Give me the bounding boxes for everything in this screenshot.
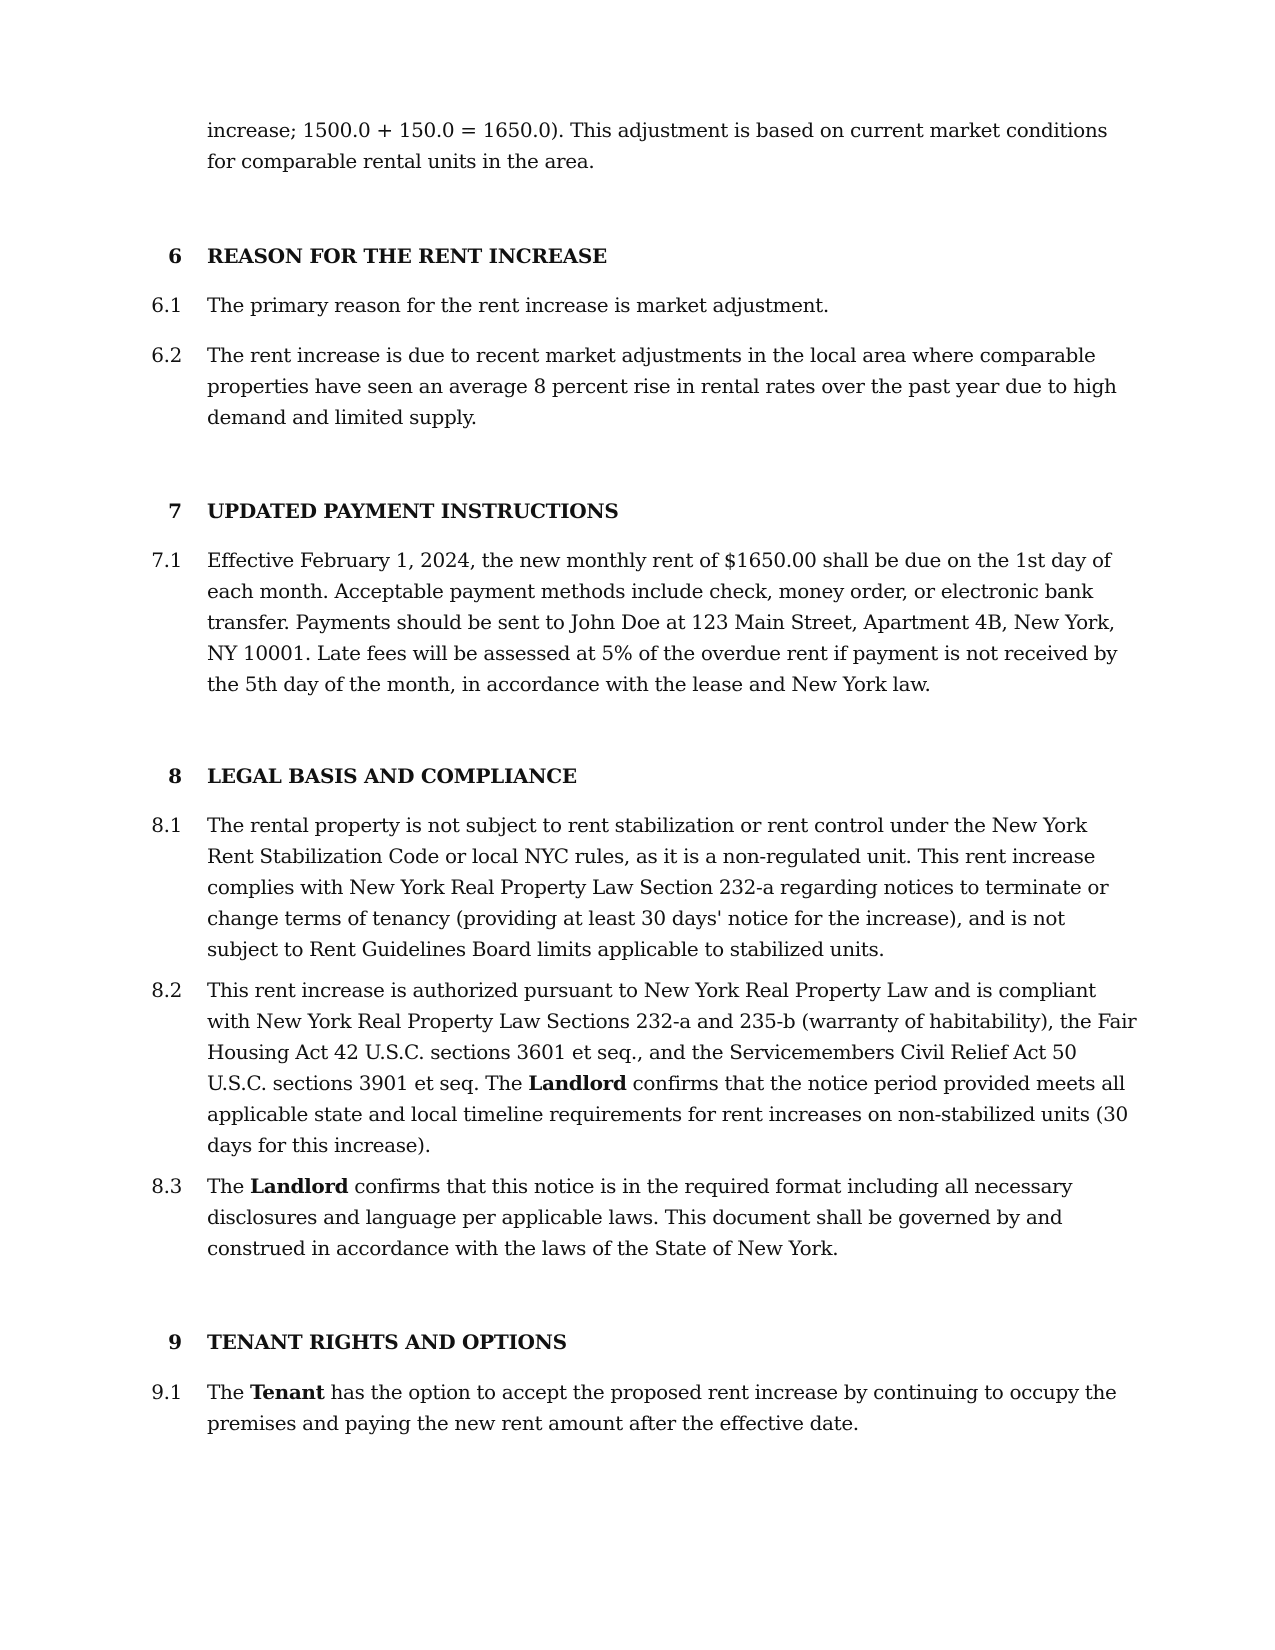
section-number: 8 [168, 764, 182, 788]
clause-number: 8.2 [151, 978, 182, 1002]
clause-text [207, 1171, 1137, 1264]
defined-term: Landlord [250, 1174, 349, 1198]
section-number: 9 [168, 1330, 182, 1354]
clause-text: Effective February 1, 2024, the new monthly rent of $1650.00 shall be due on the 1st day of each month. Acceptable payment methods include check, money order, or electronic bank transfer. Payments should be sent to John Doe at 123 Main Street, Apartment 4B, New York, NY 10001. Late fees will be assessed at 5% of the overdue rent if payment is not received by the 5th day of the month, in accordance with the lease and New York law. [207, 548, 1118, 696]
clause-text-part: The [207, 1174, 251, 1198]
clause-text-part: confirms that this notice is in the required format including all necessary disclosures and language per applicable laws. This document shall be governed by and construed in accordance with the laws of the State of New York. [207, 1174, 1073, 1260]
clause-text-part: confirms that the notice period provided meets all applicable state and local timeline requirements for rent increases on non-stabilized units (30 days for this increase). [207, 1071, 1128, 1157]
clause-text: The rent increase is due to recent market adjustments in the local area where comparable properties have seen an average 8 percent rise in rental rates over the past year due to high demand and limited supply. [207, 343, 1117, 429]
clause-text [207, 975, 1137, 1161]
defined-term: Tenant [250, 1380, 325, 1404]
clause-number: 6.2 [151, 343, 182, 367]
clause-number: 7.1 [151, 548, 182, 572]
section-heading: REASON FOR THE RENT INCREASE [207, 244, 607, 268]
clause-number: 6.1 [151, 293, 182, 317]
intro-paragraph: increase; 1500.0 + 150.0 = 1650.0). This adjustment is based on current market conditions for comparable rental units in the area. [207, 118, 1108, 173]
section-number: 6 [168, 244, 182, 268]
clause-text-part: The [207, 1380, 251, 1404]
clause-number: 9.1 [151, 1380, 182, 1404]
clause-text-part: has the option to accept the proposed rent increase by continuing to occupy the premises and paying the new rent amount after the effective date. [207, 1380, 1117, 1435]
clause-text-part: This rent increase is authorized pursuant to New York Real Property Law and is compliant with New York Real Property Law Sections 232-a and 235-b (warranty of habitability), the Fair Housing Act 42 U.S.C. sections 3601 et seq., and the Servicemembers Civil Relief Act 50 U.S.C. sections 3901 et seq. The [207, 978, 1137, 1095]
section-heading: UPDATED PAYMENT INSTRUCTIONS [207, 499, 619, 523]
clause-text: The primary reason for the rent increase is market adjustment. [207, 293, 829, 317]
clause-number: 8.1 [151, 813, 182, 837]
section-heading: TENANT RIGHTS AND OPTIONS [207, 1330, 567, 1354]
clause-text: The rental property is not subject to rent stabilization or rent control under the New York Rent Stabilization Code or local NYC rules, as it is a non-regulated unit. This rent increase complies with New York Real Property Law Section 232-a regarding notices to terminate or change terms of tenancy (providing at least 30 days' notice for the increase), and is not subject to Rent Guidelines Board limits applicable to stabilized units. [207, 813, 1109, 961]
section-number: 7 [168, 499, 182, 523]
clause-number: 8.3 [151, 1174, 182, 1198]
clause-text [207, 1377, 1137, 1439]
section-heading: LEGAL BASIS AND COMPLIANCE [207, 764, 577, 788]
defined-term: Landlord [528, 1071, 627, 1095]
